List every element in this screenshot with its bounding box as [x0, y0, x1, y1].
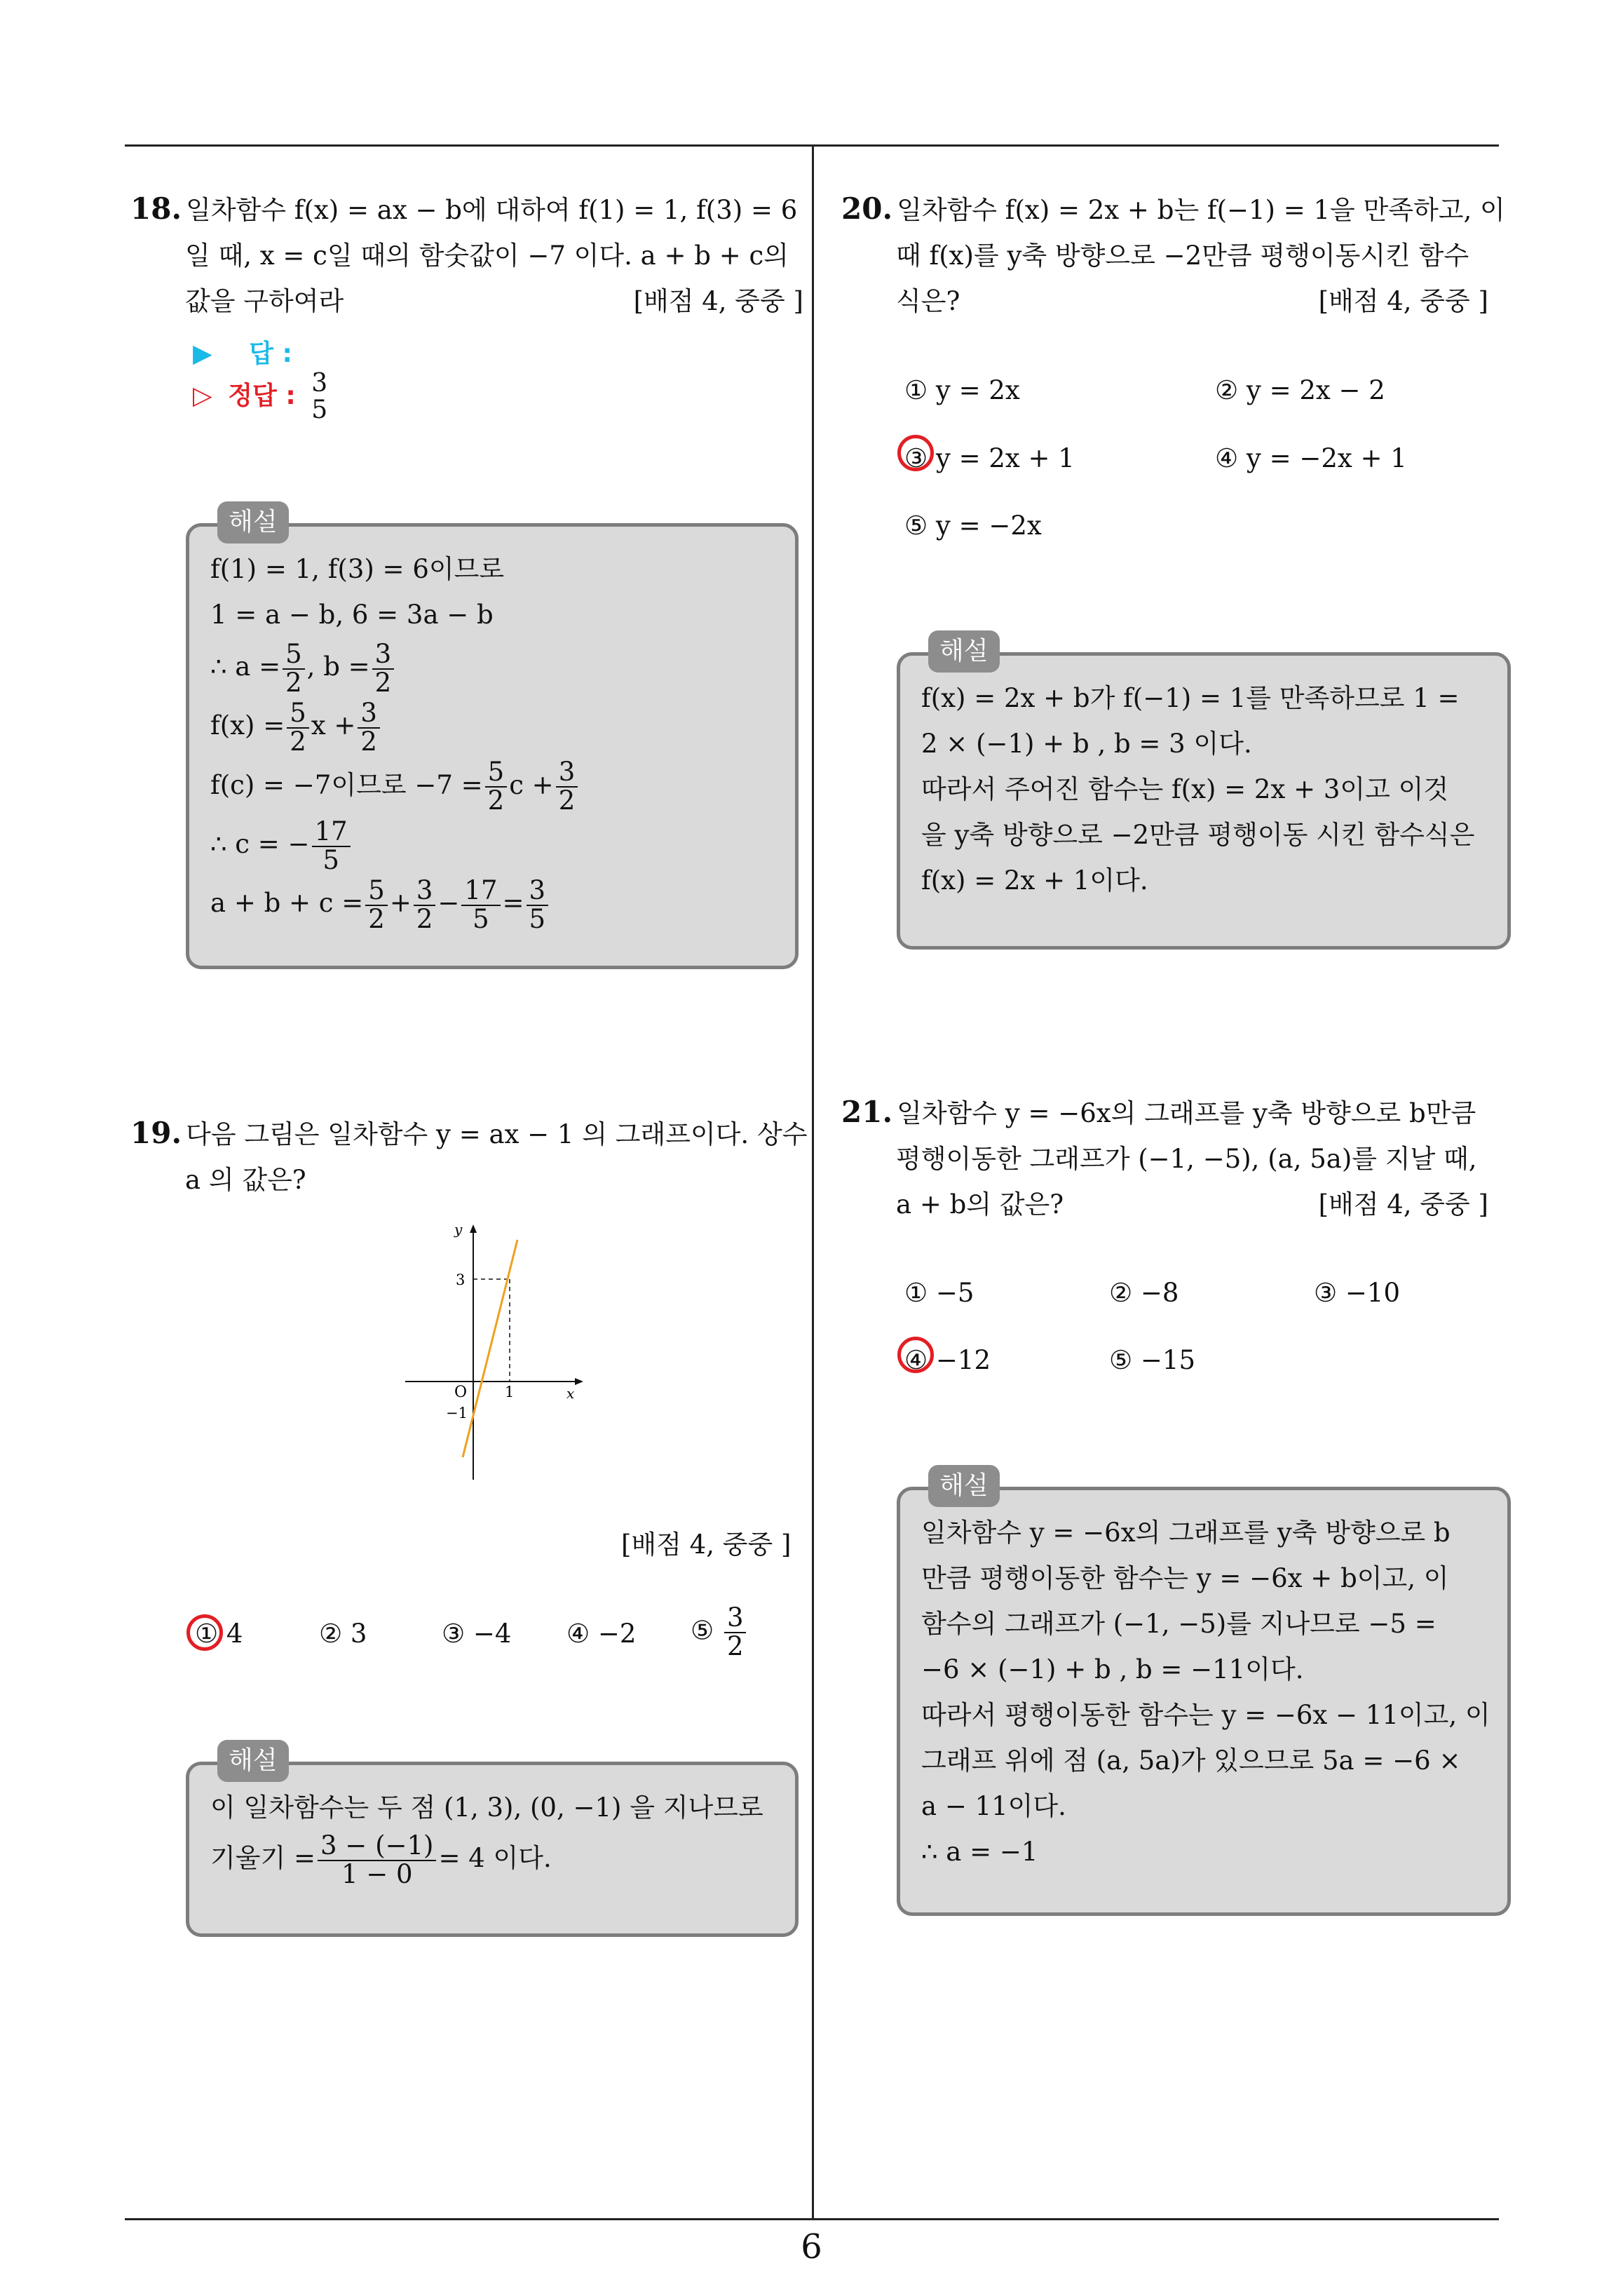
solution-line: 만큼 평행이동한 함수는 y = −6x + b이고, 이: [921, 1563, 1449, 1593]
y-axis-arrow: [470, 1224, 477, 1233]
question-21: [841, 1089, 1514, 1227]
choice-2[interactable]: ② −8: [1109, 1278, 1179, 1308]
tick-label-x: 1: [505, 1384, 515, 1400]
solution-box: [897, 1471, 1511, 1916]
correct-answer-label: 정답 :: [228, 381, 296, 410]
question-number: 19.: [130, 1116, 182, 1150]
solution-line: f(x) = 2x + 1이다.: [921, 865, 1148, 896]
solution-line: 따라서 평행이동한 함수는 y = −6x − 11이고, 이: [921, 1700, 1490, 1730]
question-19: [130, 1110, 808, 1203]
solution-line: 이 일차함수는 두 점 (1, 3), (0, −1) 을 지나므로: [210, 1792, 763, 1823]
question-text: a 의 값은?: [185, 1165, 306, 1195]
question-text: 일차함수 f(x) = 2x + b는 f(−1) = 1을 만족하고, 이: [897, 195, 1505, 225]
solution-line: 일차함수 y = −6x의 그래프를 y축 방향으로 b: [921, 1518, 1451, 1548]
solution-line: 그래프 위에 점 (a, 5a)가 있으므로 5a = −6 ×: [921, 1745, 1461, 1776]
solution-line: f(1) = 1, f(3) = 6이므로: [210, 554, 505, 584]
choice-4[interactable]: ④ −12: [904, 1345, 991, 1375]
selected-answer-circle: [186, 1614, 223, 1651]
numerator: 3: [311, 369, 328, 398]
choice-4[interactable]: ④ −2: [566, 1619, 637, 1649]
solution-line: −6 × (−1) + b , b = −11이다.: [921, 1654, 1304, 1684]
answer-label: 답 :: [249, 339, 292, 368]
choice-number: ⑤: [691, 1615, 714, 1646]
bottom-rule: [125, 2218, 1499, 2220]
question-text: 일 때, x = c일 때의 함숫값이 −7 이다. a + b + c의: [185, 241, 789, 271]
solution-box: [186, 508, 799, 969]
question-text: 다음 그림은 일차함수 y = ax − 1 의 그래프이다. 상수: [186, 1119, 808, 1149]
question-text: 때 f(x)를 y축 방향으로 −2만큼 평행이동시킨 함수: [896, 241, 1469, 271]
solution-line: ∴ c = − $\frac{17}{5}$: [210, 815, 774, 874]
solution-line: 따라서 주어진 함수는 f(x) = 2x + 3이고 이것: [921, 774, 1449, 804]
linear-function-graph: [400, 1220, 589, 1487]
answer-row: [193, 334, 292, 370]
solution-tag: 해설: [928, 1465, 1000, 1507]
score-label: [배점 4, 중중 ]: [1318, 286, 1488, 316]
solution-line: f(c) = −7이므로 −7 = $\frac{5}{2}$ c + $\frac{3}{2}$: [210, 756, 774, 815]
question-text: 값을 구하여라: [185, 286, 344, 316]
solution-line: 함수의 그래프가 (−1, −5)를 지나므로 −5 =: [921, 1609, 1437, 1639]
question-number: 20.: [841, 191, 893, 226]
score-label: [배점 4, 중중 ]: [1318, 1189, 1488, 1220]
solution-tag: 해설: [928, 630, 1000, 673]
solution-line: 1 = a − b, 6 = 3a − b: [210, 600, 494, 630]
question-number: 21.: [841, 1095, 893, 1129]
question-text: 일차함수 f(x) = ax − b에 대하여 f(1) = 1, f(3) = 6: [186, 195, 798, 225]
solution-line: ∴ a = $\frac{5}{2}$ , b = $\frac{3}{2}$: [210, 637, 774, 696]
choice-3[interactable]: ③ −10: [1314, 1278, 1401, 1308]
choice-2[interactable]: ② y = 2x − 2: [1215, 375, 1385, 405]
tick-label-y: 3: [456, 1271, 466, 1288]
question-text: a + b의 값은?: [896, 1189, 1064, 1220]
solution-line: a + b + c = $\frac{5}{2}$ + $\frac{3}{2}$ − $\frac{17}{5}$ = $\frac{3}{5}$: [210, 874, 774, 933]
solution-line: a − 11이다.: [921, 1791, 1066, 1821]
choice-3[interactable]: ③ y = 2x + 1: [904, 443, 1075, 473]
solution-tag: 해설: [217, 501, 289, 543]
selected-answer-circle: [897, 435, 934, 471]
question-number: 18.: [130, 191, 182, 226]
selected-answer-circle: [897, 1337, 934, 1373]
outline-triangle-icon: ▷: [193, 381, 212, 410]
score-row: [621, 1522, 791, 1567]
choice-3[interactable]: ③ −4: [442, 1619, 512, 1649]
solution-line: 을 y축 방향으로 −2만큼 평행이동 시킨 함수식은: [921, 820, 1475, 850]
choice-5[interactable]: ⑤ $\frac{3}{2}$: [691, 1605, 748, 1661]
solution-box: [186, 1746, 799, 1937]
question-text: 일차함수 y = −6x의 그래프를 y축 방향으로 b만큼: [897, 1098, 1476, 1128]
question-20: [841, 186, 1514, 324]
play-icon: ▶: [193, 339, 212, 368]
solution-line: 2 × (−1) + b , b = 3 이다.: [921, 729, 1252, 759]
denominator: 5: [311, 395, 328, 424]
page-number: 6: [801, 2227, 822, 2267]
question-text: 식은?: [896, 286, 960, 316]
x-axis-label: x: [566, 1385, 575, 1402]
choice-1[interactable]: ① y = 2x: [904, 375, 1020, 405]
x-axis-arrow: [575, 1378, 583, 1385]
choice-5[interactable]: ⑤ y = −2x: [904, 511, 1042, 541]
choice-5[interactable]: ⑤ −15: [1109, 1345, 1196, 1375]
choice-1[interactable]: ① 4: [195, 1619, 243, 1649]
solution-line: 기울기 = $\frac{3 - (-1)}{1 - 0}$ = 4 이다.: [210, 1830, 552, 1889]
choice-4[interactable]: ④ y = −2x + 1: [1215, 443, 1407, 473]
correct-answer-row: [193, 370, 332, 424]
question-18: [130, 186, 803, 324]
score-label: [배점 4, 중중 ]: [633, 286, 803, 316]
solution-box: [897, 637, 1511, 950]
choice-2[interactable]: ② 3: [319, 1619, 367, 1649]
origin-label: O: [454, 1384, 468, 1401]
tick-label-neg: −1: [446, 1405, 468, 1422]
solution-line: ∴ a = −1: [921, 1837, 1038, 1867]
solution-line: f(x) = $\frac{5}{2}$ x + $\frac{3}{2}$: [210, 696, 774, 755]
column-divider: [812, 144, 814, 2218]
solution-line: f(x) = 2x + b가 f(−1) = 1를 만족하므로 1 =: [921, 683, 1460, 713]
solution-tag: 해설: [217, 1740, 289, 1782]
correct-answer-value: [308, 370, 330, 424]
question-text: 평행이동한 그래프가 (−1, −5), (a, 5a)를 지날 때,: [896, 1144, 1477, 1174]
choice-1[interactable]: ① −5: [904, 1278, 975, 1308]
score-label: [배점 4, 중중 ]: [621, 1529, 792, 1560]
y-axis-label: y: [454, 1221, 463, 1238]
